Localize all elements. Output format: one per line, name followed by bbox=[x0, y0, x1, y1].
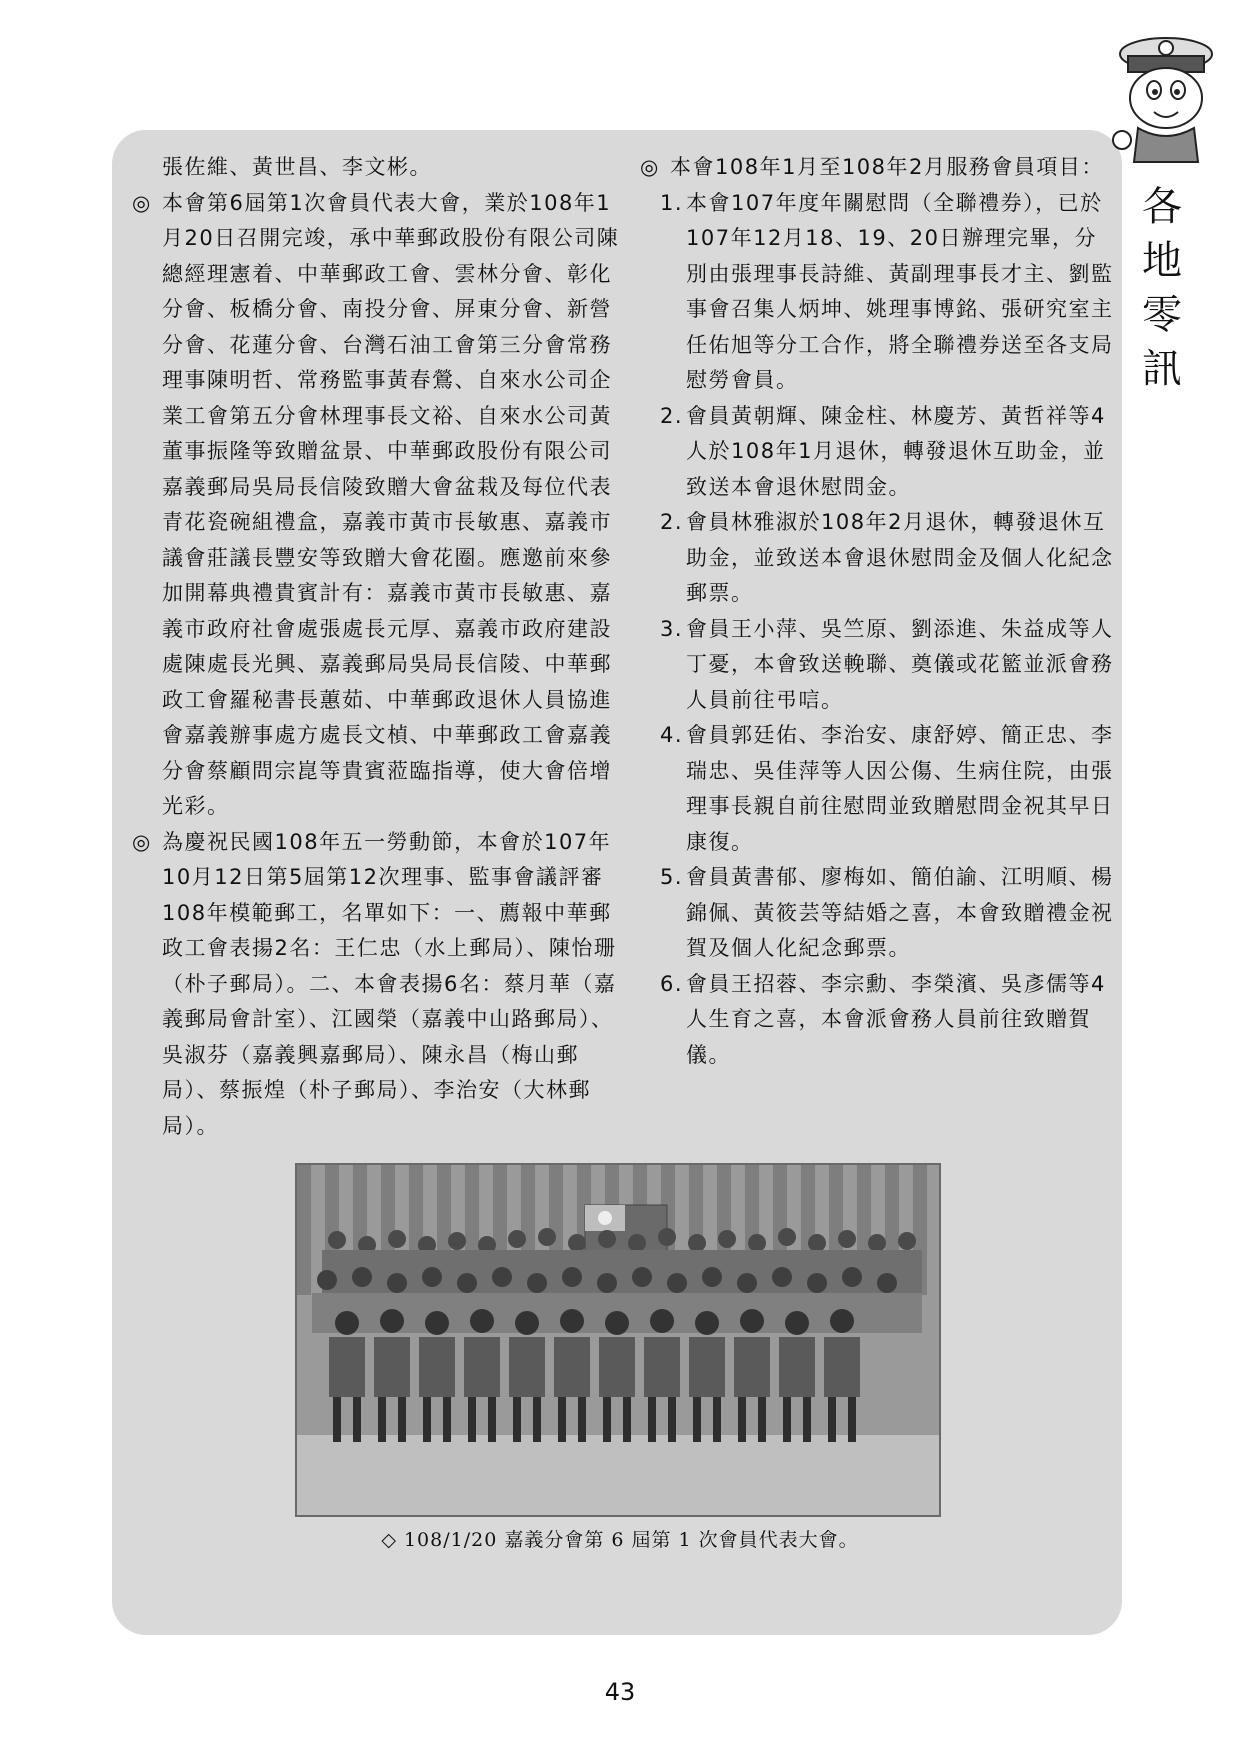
bullet-mark: ◎ bbox=[132, 190, 152, 215]
continuation-text bbox=[132, 150, 622, 186]
section-title-char: 各 bbox=[1142, 184, 1182, 230]
section-title-char: 訊 bbox=[1142, 346, 1182, 392]
continuation-text-content: 張佐維、黃世昌、李文彬。 bbox=[162, 155, 432, 179]
list-item bbox=[640, 860, 1115, 967]
mascot-icon bbox=[1108, 32, 1226, 172]
item-number: 2. bbox=[660, 403, 684, 428]
left-column bbox=[132, 150, 622, 1144]
list-item bbox=[640, 505, 1115, 612]
section-title bbox=[1132, 180, 1192, 396]
photo-caption: ◇ 108/1/20 嘉義分會第 6 屆第 1 次會員代表大會。 bbox=[381, 1529, 859, 1551]
news-paragraph bbox=[132, 186, 622, 825]
list-item bbox=[640, 967, 1115, 1074]
list-item bbox=[640, 718, 1115, 860]
item-number: 3. bbox=[660, 616, 684, 641]
item-text: 本會107年度年關慰問（全聯禮券），已於107年12月18、19、20日辦理完畢，分別由張理事長詩維、黃副理事長才主、劉監事會召集人炳坤、姚理事博銘、張研究室主任佑旭等分工合作，將全聯禮券送至各支局慰勞會員。 bbox=[686, 190, 1114, 392]
item-number: 2. bbox=[660, 510, 684, 534]
item-number: 4. bbox=[660, 723, 684, 747]
group-photo-illustration bbox=[297, 1165, 939, 1515]
right-column bbox=[640, 150, 1115, 1073]
item-text: 會員黃朝輝、陳金柱、林慶芳、黃哲祥等4人於108年1月退休，轉發退休互助金，並致送本會退休慰問金。 bbox=[686, 403, 1106, 499]
bullet-mark: ◎ bbox=[132, 829, 152, 854]
item-number: 5. bbox=[660, 865, 684, 889]
section-title-char: 零 bbox=[1142, 292, 1182, 338]
list-item bbox=[640, 612, 1115, 719]
item-number: 1. bbox=[660, 190, 684, 215]
item-number: 6. bbox=[660, 971, 684, 996]
bullet-mark: ◎ bbox=[640, 155, 660, 179]
paragraph-text: 為慶祝民國108年五一勞動節，本會於107年10月12日第5屆第12次理事、監事會議評審108年模範郵工，名單如下：一、薦報中華郵政工會表揚2名：王仁忠（水上郵局）、陳怡珊（朴子郵局）。二、本會表揚6名：蔡月華（嘉義郵局會計室）、江國榮（嘉義中山路郵局）、吳淑芬（嘉義興嘉郵局）、陳永昌（梅山郵局）、蔡振煌（朴子郵局）、李治安（大林郵局）。 bbox=[162, 829, 617, 1138]
section-title-char: 地 bbox=[1142, 238, 1182, 284]
item-text: 會員王招蓉、李宗勳、李榮濱、吳彥儒等4人生育之喜，本會派會務人員前往致贈賀儀。 bbox=[686, 971, 1106, 1067]
page-number: 43 bbox=[604, 1678, 636, 1706]
paragraph-text: 本會第6屆第1次會員代表大會，業於108年1月20日召開完竣，承中華郵政股份有限公司陳總經理憲着、中華郵政工會、雲林分會、彰化分會、板橋分會、南投分會、屏東分會、新營分會、花蓮分會、台灣石油工會第三分會常務理事陳明哲、常務監事黃春鶯、自來水公司企業工會第五分會林理事長文裕、自來水公司黃董事振隆等致贈盆景、中華郵政股份有限公司嘉義郵局吳局長信陵致贈大會盆栽及每位代表青花瓷碗組禮盒，嘉義市黃市長敏惠、嘉義市議會莊議長豐安等致贈大會花圈。應邀前來參加開幕典禮貴賓計有：嘉義市黃市長敏惠、嘉義市政府社會處張處長元厚、嘉義市政府建設處陳處長光興、嘉義郵局吳局長信陵、中華郵政工會羅秘書長蕙茹、中華郵政退休人員協進會嘉義辦事處方處長文楨、中華郵政工會嘉義分會蔡顧問宗崑等貴賓蒞臨指導，使大會倍增光彩。 bbox=[162, 190, 620, 818]
item-text: 會員林雅淑於108年2月退休，轉發退休互助金，並致送本會退休慰問金及個人化紀念郵票。 bbox=[686, 510, 1114, 605]
item-text: 會員王小萍、吳竺原、劉添進、朱益成等人丁憂，本會致送輓聯、奠儀或花籃並派會務人員前往弔唁。 bbox=[686, 616, 1114, 712]
item-text: 會員郭廷佑、李治安、康舒婷、簡正忠、李瑞忠、吳佳萍等人因公傷、生病住院，由張理事長親自前往慰問並致贈慰問金祝其早日康復。 bbox=[686, 723, 1114, 854]
news-paragraph bbox=[132, 825, 622, 1145]
list-item bbox=[640, 399, 1115, 506]
list-item bbox=[640, 186, 1115, 399]
services-heading-text: 本會108年1月至108年2月服務會員項目： bbox=[670, 155, 1104, 179]
group-photo bbox=[295, 1163, 941, 1517]
item-text: 會員黃書郁、廖梅如、簡伯諭、江明順、楊錦佩、黃筱芸等結婚之喜，本會致贈禮金祝賀及個人化紀念郵票。 bbox=[686, 865, 1114, 960]
services-heading bbox=[640, 150, 1115, 186]
